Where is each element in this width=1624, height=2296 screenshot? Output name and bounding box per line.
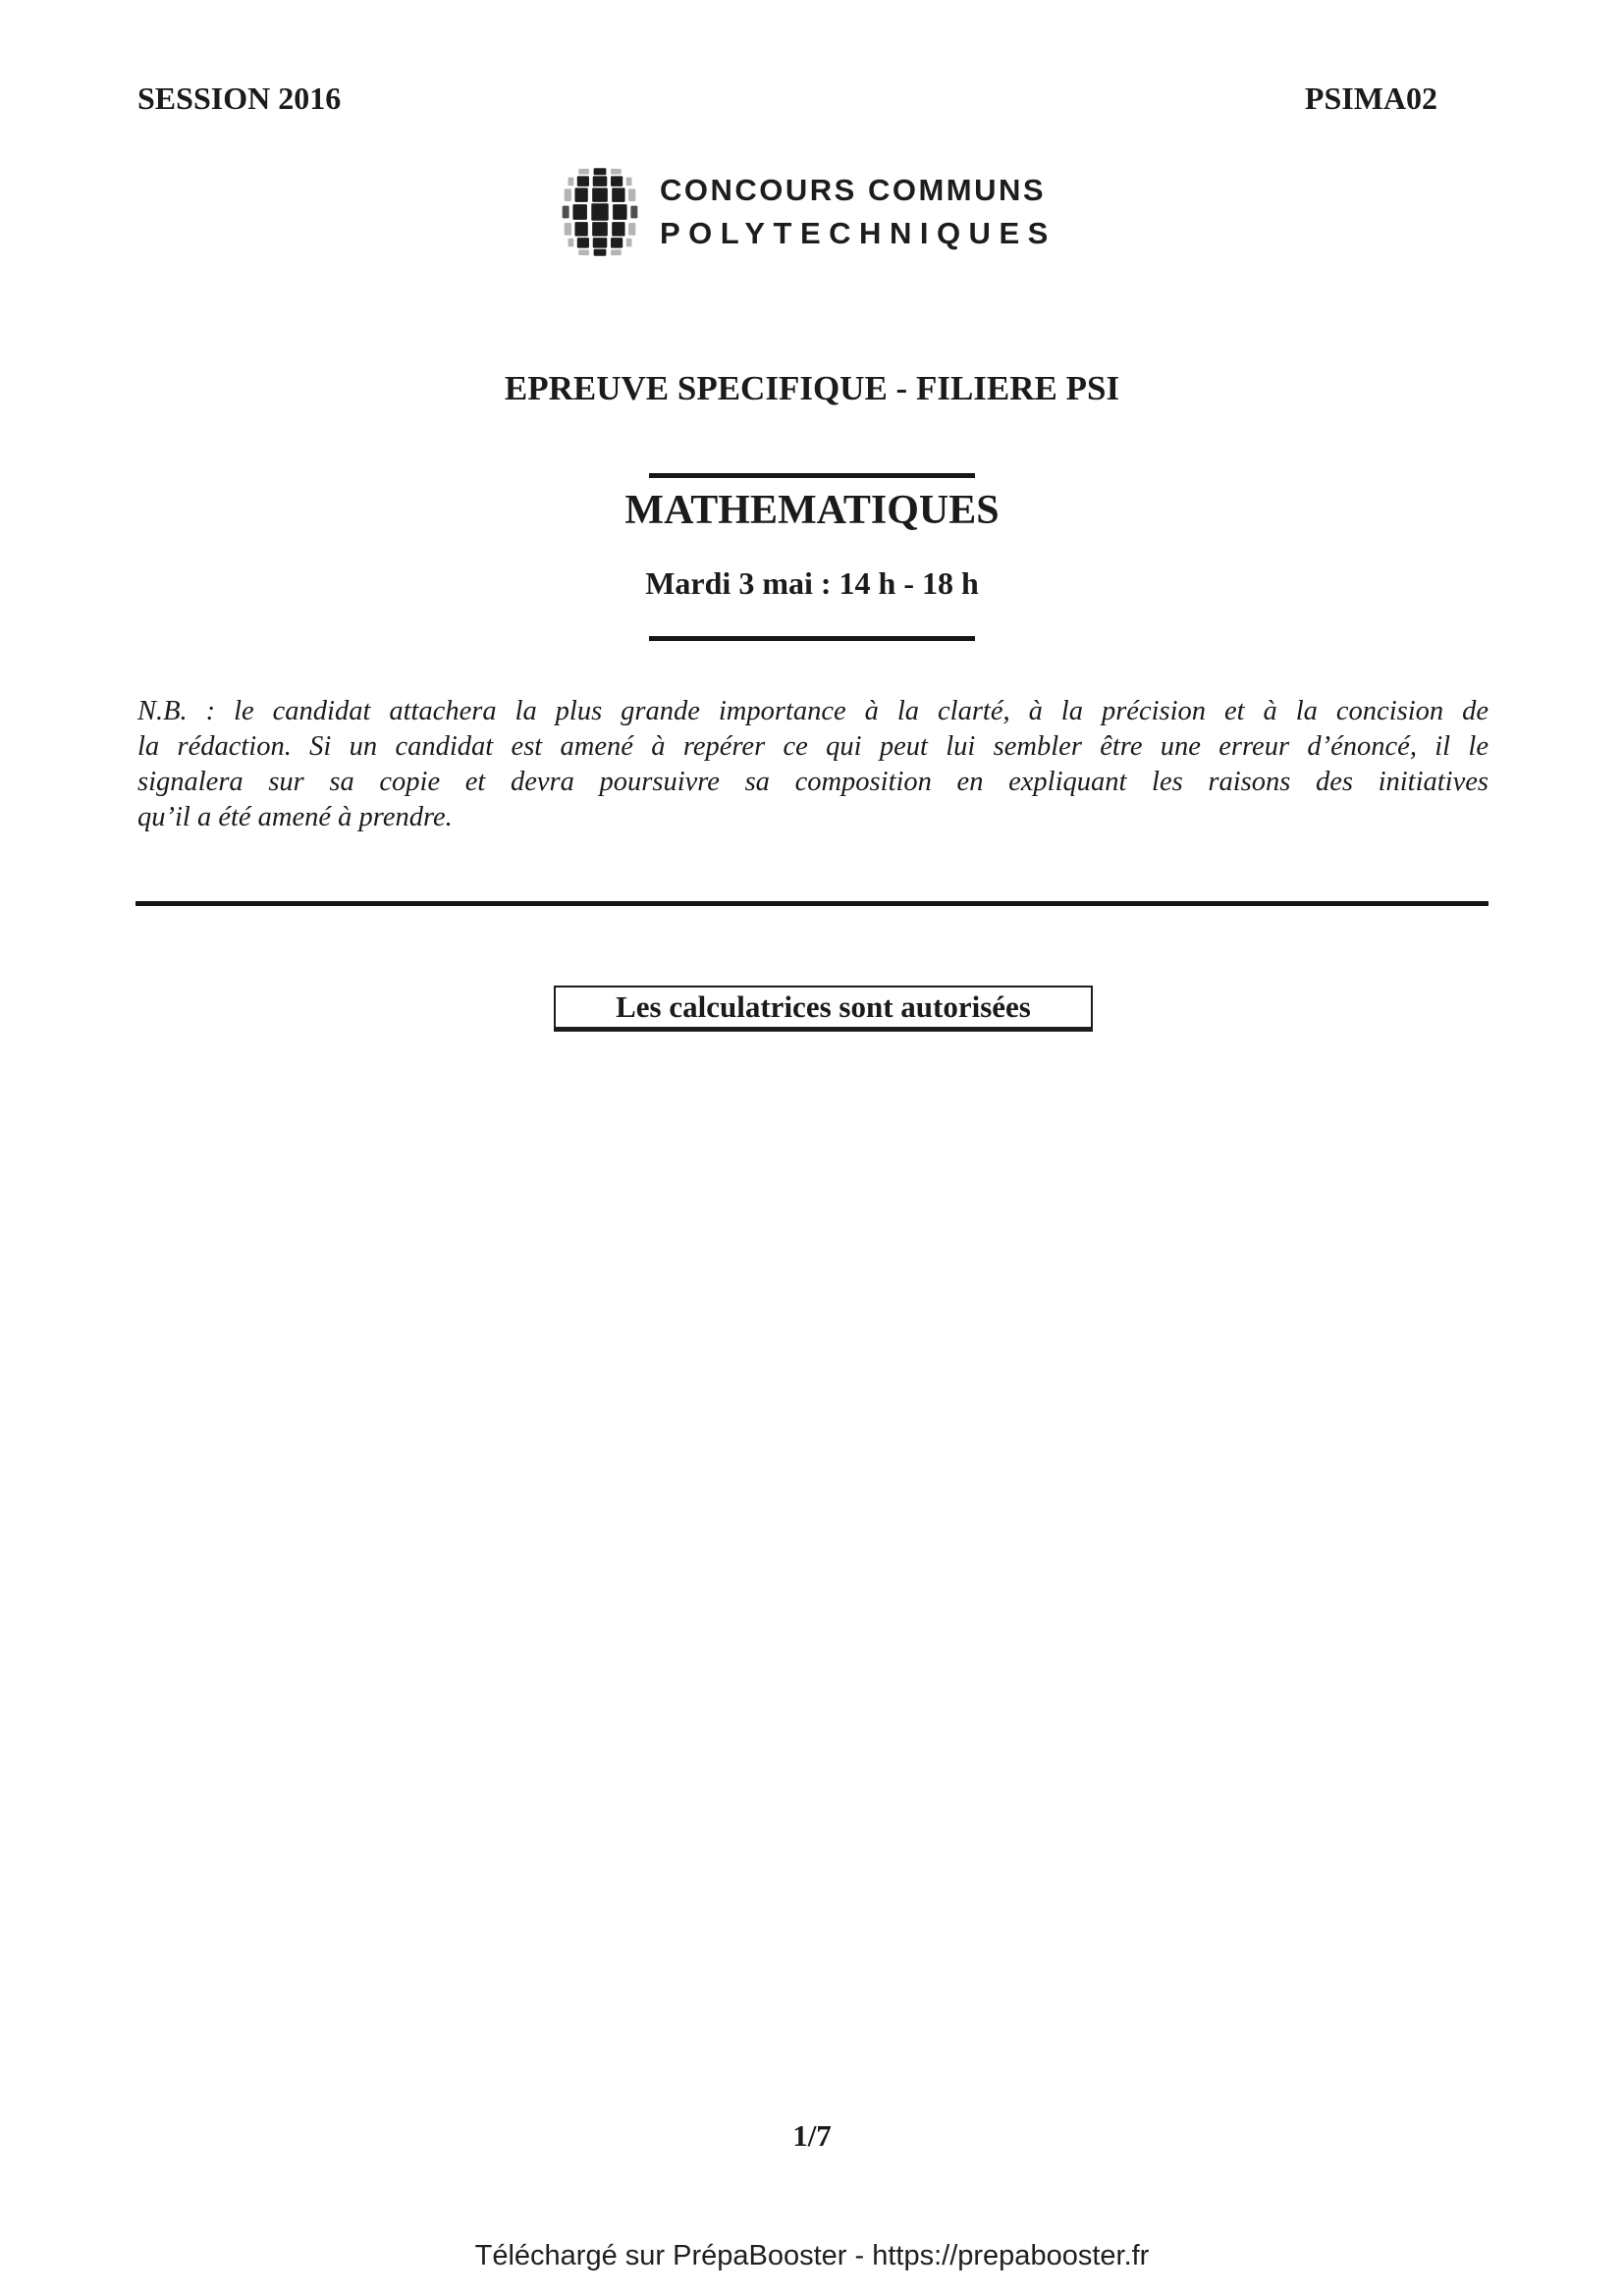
calculators-allowed-label: Les calculatrices sont autorisées	[616, 989, 1031, 1024]
notice-line: N.B. : le candidat attachera la plus grande importance à la clarté, à la précision et à la concision de	[137, 696, 1489, 726]
page-header	[137, 80, 1437, 117]
ccp-logo	[556, 167, 1056, 257]
nb-notice	[137, 694, 1489, 835]
ccp-logo-text	[660, 169, 1056, 255]
page-number: 1/7	[792, 2118, 832, 2153]
exam-schedule: Mardi 3 mai : 14 h - 18 h	[645, 565, 979, 601]
divider-underscores-2	[649, 636, 975, 641]
notice-line: signalera sur sa copie et devra poursuivre sa composition en expliquant les raisons des initiatives	[137, 767, 1489, 797]
notice-line: qu’il a été amené à prendre.	[137, 802, 453, 832]
notice-line: la rédaction. Si un candidat est amené à repérer ce qui peut lui sembler être une erreur d’énoncé, il le	[137, 731, 1489, 762]
exam-title: EPREUVE SPECIFIQUE - FILIERE PSI	[504, 369, 1120, 407]
download-note: Téléchargé sur PrépaBooster - https://prepabooster.fr	[474, 2240, 1150, 2271]
tiled-globe-icon	[556, 167, 644, 257]
exam-code-label: PSIMA02	[1304, 80, 1437, 116]
calculators-allowed-box	[554, 986, 1093, 1032]
logo-line-2: POLYTECHNIQUES	[660, 216, 1056, 250]
divider-underscores-1	[649, 473, 975, 478]
subject-title: MATHEMATIQUES	[624, 488, 1000, 533]
logo-line-1: CONCOURS COMMUNS	[660, 173, 1047, 207]
session-label: SESSION 2016	[137, 80, 342, 116]
section-divider-line	[135, 901, 1489, 906]
